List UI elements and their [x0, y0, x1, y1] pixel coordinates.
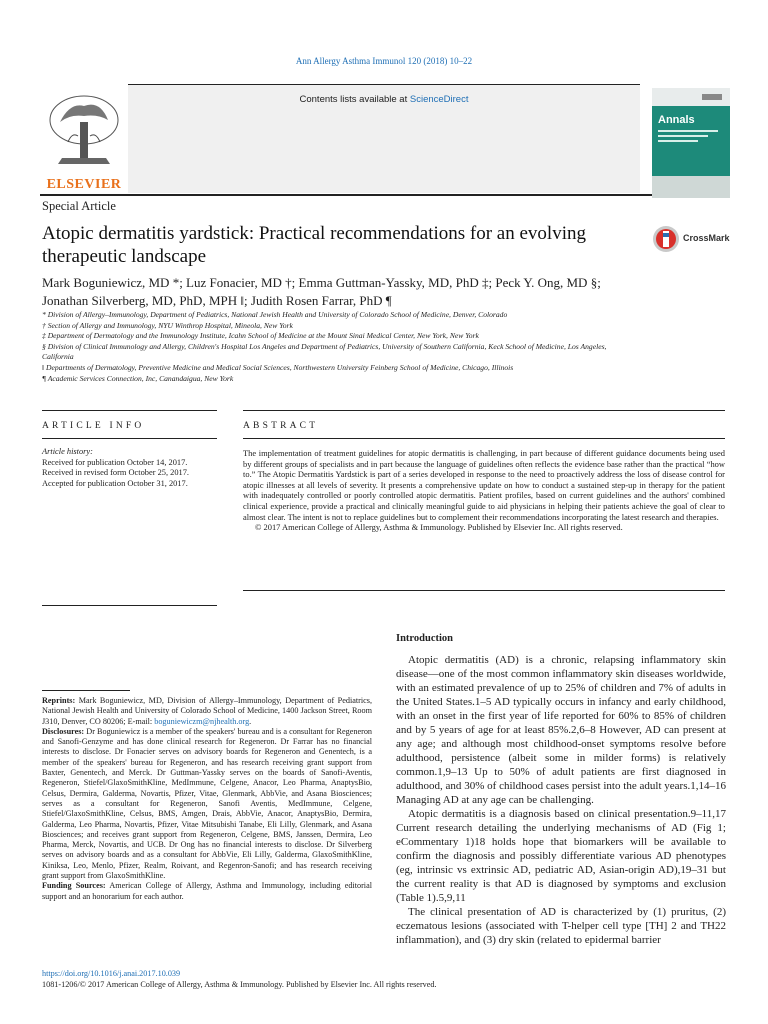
cover-title: Annals — [658, 114, 695, 126]
crossmark-label: CrossMark — [683, 233, 730, 243]
notes-rule — [42, 690, 130, 691]
intro-paragraph: Atopic dermatitis is a diagnosis based on clinical presentation.9–11,17 Current research detailing the underlying mechanisms of AD (Fig 1; eCommentary 1)18 holds hope that biomarkers will be available to confirm the diagnosis and possibly differentiate various AD phenotypes (eg, intrinsic vs extrinsic AD, pediatric AD, Asian-origin AD),19–31 but the current reality is that AD is diagnosed by symptoms and exclusion (Table 1).5,9,11 — [396, 808, 726, 904]
abstract-heading: ABSTRACT — [243, 421, 319, 431]
history-revised: Received in revised form October 25, 2017. — [42, 468, 189, 477]
disclosures-note — [42, 727, 372, 881]
affiliation: § Division of Clinical Immunology and Allergy, Children's Hospital Los Angeles and Department of Pediatrics, University of Southern California, Keck School of Medicine, Los Angeles, — [42, 341, 607, 351]
disclosures-label: Disclosures: — [42, 726, 85, 736]
journal-reference[interactable]: Ann Allergy Asthma Immunol 120 (2018) 10–22 — [295, 56, 473, 66]
abstract-rule-top — [243, 410, 725, 411]
affiliation: California — [42, 352, 74, 362]
section-label: Special Article — [42, 199, 116, 213]
abstract-rule-bottom — [243, 590, 725, 591]
article-history — [42, 447, 222, 489]
introduction-heading: Introduction — [396, 633, 453, 644]
cover-image — [652, 88, 730, 198]
history-received: Received for publication October 14, 2017. — [42, 457, 188, 467]
disclosures-text: Dr Boguniewicz is a member of the speakers' bureau and is a consultant for Regeneron and Sanofi-Genzyme and has done clinical research for Regeneron. Dr Farrar has no financial interests to disclose. Dr Fonacier serves on advisory boards for Regeneron and Genentech, is a member of the speakers' bureau for Regeneron, and has research receiving grant support from Baxter, Genentech, and Merck. Dr Guttman-Yassky serves on the boards of Sanofi-Aventis, Regeneron, Stiefel/GlaxoSmithKline, MedImmune, Celgene, Anacor, Leo Pharma, AnaptysBio, Celsus, Dermira, Galderma, Novartis, Pfizer, Vitae, Glenmark, AbbVie, and Asana Biosciences; serves as a consultant for Regeneron, Sanofi Aventis, MedImmune, Celgene, Stiefel/GlaxoSmithKline, Celsus, BMS, Amgen, Drais, AbbVie, Anacor, AnaptysBio, Dermira, Galderma, Leo Pharma, Novartis, Pfizer, Vitae Mitsubishi Tanabe, Eli Lilly, Glenmark, and Asana Biosciences; and receives grant support from Regeneron, Celgene, BMS, Janssen, Dermira, Leo Pharma, Merck, Novartis, and UCB. Dr Ong has no financial interests to disclose. Dr Silverberg serves on advisory boards and as a consultant for AbbVie, Eli Lilly, Galderma, GlaxoSmithKline, Kiniksa, Leo, Menlo, Pfizer, Realm, Roivant, and Regenron-Sanofi; and has research receiving grant support from GlaxoSmithKline. — [42, 726, 373, 881]
history-label: Article history: — [42, 447, 93, 456]
page-footer — [42, 968, 642, 990]
crossmark-icon — [651, 224, 681, 254]
intro-paragraph: The clinical presentation of AD is characterized by (1) pruritus, (2) eczematous lesions (associated with T-helper cell type [TH] 2 and TH22 inflammation), and (3) dry skin (related to epidermal barrier — [396, 906, 726, 946]
abstract-text: The implementation of treatment guidelines for atopic dermatitis is challenging, in part because of different guidance documents being used by different groups of specialists and in part because the language of guidelines often reflects the evidence base rather than the practical “how to.” The Atopic Dermatitis Yardstick is part of a series developed in response to the need to proactively address the loss of disease control for atopic illnesses at all levels of severity. It presents a comprehensive update on how to conduct a sustained step-up in therapy for the patient with inadequately controlled or poorly controlled atopic dermatitis. Patient profiles, based on current guidelines and the authors' combined clinical experience, provide a practical and clinically meaningful guide to aid physicians in helping their patients achieve the goal of clear to almost clear. The intent is not to replace guidelines but to complement their recommendations incorporating the latest research and therapies. — [243, 448, 725, 522]
funding-text: American College of Allergy, Asthma and Immunology, including editorial support and an honorarium for each author. — [42, 881, 372, 901]
abstract-copyright: © 2017 American College of Allergy, Asthma & Immunology. Published by Elsevier Inc. All rights reserved. — [255, 522, 623, 533]
doi-link[interactable]: https://doi.org/10.1016/j.anai.2017.10.039 — [42, 969, 181, 978]
reprints-email-link[interactable]: boguniewiczm@njhealth.org — [154, 716, 250, 726]
abstract-rule-mid — [243, 438, 725, 439]
header-bottom-rule — [40, 194, 730, 196]
funding-note — [42, 881, 372, 902]
funding-label: Funding Sources: — [42, 881, 106, 891]
article-title: Atopic dermatitis yardstick: Practical recommendations for an evolving therapeutic landscape — [42, 223, 586, 267]
article-info-heading: ARTICLE INFO — [42, 421, 145, 431]
footnotes — [42, 696, 372, 902]
publisher-name: ELSEVIER — [46, 177, 122, 192]
affiliation: ¶ Academic Services Connection, Inc, Canandaigua, New York — [42, 373, 234, 383]
footer-copyright: 1081-1206/© 2017 American College of Allergy, Asthma & Immunology. Published by Elsevier Inc. All rights reserved. — [42, 980, 437, 989]
intro-paragraph: Atopic dermatitis (AD) is a chronic, relapsing inflammatory skin disease—one of the most common inflammatory skin diseases worldwide, with an estimated prevalence of up to 25% of children and 7% of adults in the United States.1–5 AD typically occurs in infancy and early childhood, with an onset in the first year of life reported for 60% to 85% of children and by 5 years of age for at least 85%.2,6–8 However, AD can present at any age; and although most childhood-onset symptoms resolve before adulthood, persistence (albeit some in milder forms) is relatively common.1,9–13 Up to 50% of adult patients are first diagnosed in adulthood, and 30% of childhood cases persist into the adult years.1,14–16 Managing AD at any age can be challenging. — [396, 654, 726, 806]
introduction-body — [396, 653, 726, 947]
reprints-label: Reprints: — [42, 696, 76, 705]
abstract-body — [243, 448, 725, 533]
affiliation: ‖ Departments of Dermatology, Preventive Medicine and Medical Social Sciences, Northwestern University Feinberg School of Medicine, Chicago, Illinois — [42, 362, 514, 372]
reprints-text: Mark Boguniewicz, MD, Division of Allergy–Immunology, Department of Pediatrics, National Jewish Health and University of Colorado School of Medicine, 1400 Jackson Street, Room J310, Denver, CO 80206; E-mail: — [42, 696, 372, 726]
reprints-note: Reprints: Mark Boguniewicz, MD, Division of Allergy–Immunology, Department of Pediatrics, National Jewish Health and University of Colorado School of Medicine, 1400 Jackson Street, Room J310, Denver, CO 80206; E-mail: boguniewiczm@njhealth.org. — [42, 696, 372, 726]
article-info-rule-top — [42, 410, 217, 411]
affiliation: ‡ Department of Dermatology and the Immunology Institute, Icahn School of Medicine at the Mount Sinai Medical Center, New York, New York — [42, 331, 479, 341]
crossmark-badge[interactable] — [651, 224, 741, 256]
affiliations — [42, 310, 754, 384]
journal-cover — [652, 88, 730, 198]
authors-line-1: Mark Boguniewicz, MD *; Luz Fonacier, MD †; Emma Guttman-Yassky, MD, PhD ‡; Peck Y. Ong, MD §; — [42, 275, 601, 290]
affiliation: † Section of Allergy and Immunology, NYU Winthrop Hospital, Mineola, New York — [42, 320, 293, 330]
contents-prefix: Contents lists available at — [299, 94, 410, 105]
tree-icon — [40, 92, 128, 170]
authors-line-2: Jonathan Silverberg, MD, PhD, MPH ‖; Judith Rosen Farrar, PhD ¶ — [42, 293, 392, 308]
author-list — [42, 274, 742, 310]
elsevier-logo — [40, 92, 128, 192]
history-accepted: Accepted for publication October 31, 2017. — [42, 478, 188, 488]
article-info-rule-bottom — [42, 605, 217, 606]
article-info-rule-mid — [42, 438, 217, 439]
sciencedirect-link[interactable]: ScienceDirect — [409, 94, 469, 105]
affiliation: * Division of Allergy–Immunology, Department of Pediatrics, National Jewish Health and University of Colorado School of Medicine, Denver, Colorado — [42, 310, 508, 319]
contents-line — [128, 94, 640, 105]
